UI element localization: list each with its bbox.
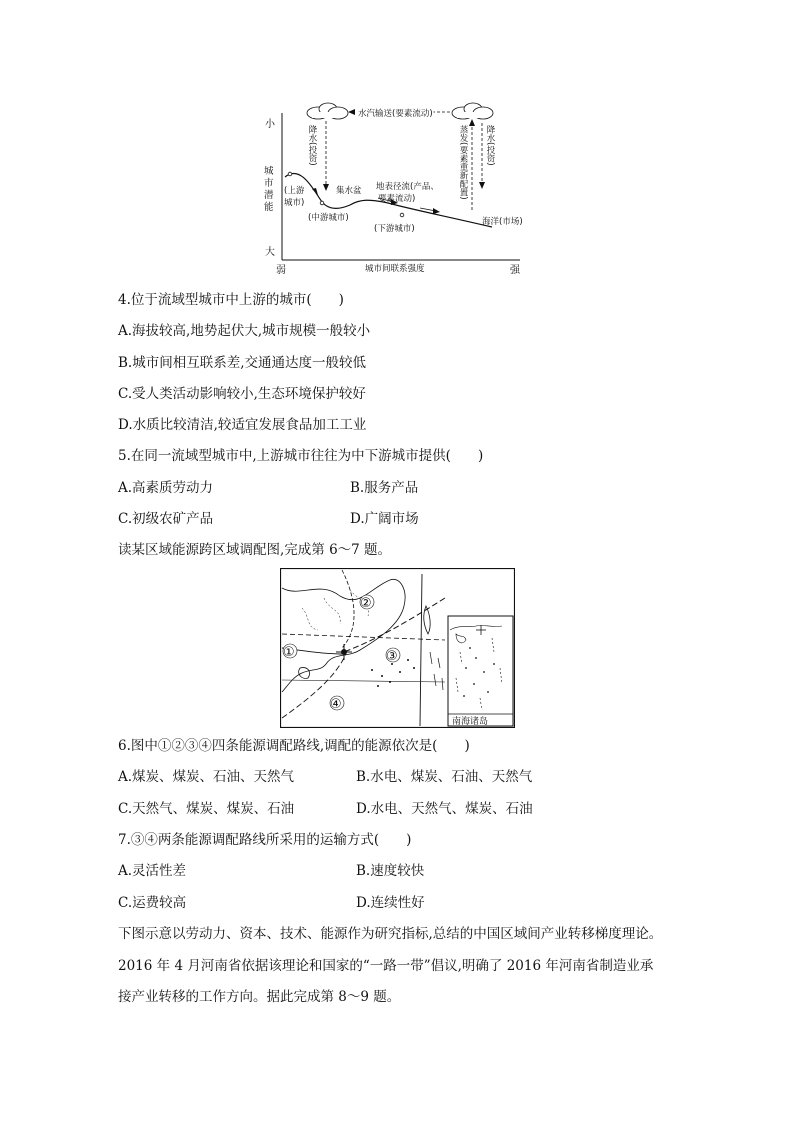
x-axis-title: 城市间联系强度 — [365, 264, 425, 274]
q7-option-d[interactable]: D.连续性好 — [356, 895, 425, 911]
intro-q8-9-line3: 接产业转移的工作方向。据此完成第 8～9 题。 — [118, 989, 401, 1005]
energy-map — [280, 568, 515, 728]
q7-option-b[interactable]: B.速度较快 — [356, 863, 425, 879]
y-label-3: 潜 — [264, 190, 274, 201]
axis-top-label: 小 — [265, 119, 275, 130]
q5-option-a[interactable]: A.高素质劳动力 — [118, 480, 214, 496]
vapor-transport-label: 水汽输送(要素流动) — [358, 109, 433, 119]
q4-stem: 4.位于流域型城市中上游的城市( ) — [118, 292, 344, 308]
x-right-label: 强 — [510, 265, 520, 275]
downstream-city-label: (下游城市) — [374, 224, 415, 234]
cloud-left-icon — [307, 103, 348, 119]
q4-option-a[interactable]: A.海拔较高,地势起伏大,城市规模一般较小 — [118, 323, 371, 339]
q7-option-a[interactable]: A.灵活性差 — [118, 863, 187, 879]
intro-q8-9-line1: 下图示意以劳动力、资本、技术、能源作为研究指标,总结的中国区域间产业转移梯度理论。 — [118, 926, 663, 942]
q6-option-c[interactable]: C.天然气、煤炭、煤炭、石油 — [118, 801, 295, 817]
q6-option-a[interactable]: A.煤炭、煤炭、石油、天然气 — [118, 769, 295, 785]
q7-option-c[interactable]: C.运费较高 — [118, 895, 187, 911]
q5-option-c[interactable]: C.初级农矿产品 — [118, 511, 214, 527]
y-label-4: 能 — [264, 202, 274, 213]
q6-option-b[interactable]: B.水电、煤炭、石油、天然气 — [356, 769, 533, 785]
q4-option-b[interactable]: B.城市间相互联系差,交通通达度一般较低 — [118, 355, 367, 371]
route-3-label: ③ — [386, 649, 398, 664]
route-4-label: ④ — [330, 697, 342, 712]
y-label-1: 城 — [264, 166, 274, 177]
q5-option-d[interactable]: D.广阔市场 — [350, 511, 419, 527]
intro-q6-7: 读某区域能源跨区域调配图,完成第 6～7 题。 — [118, 542, 392, 558]
x-left-label: 弱 — [276, 265, 286, 275]
route-1-label: ① — [283, 645, 295, 660]
intro-q8-9-line2: 2016 年 4 月河南省依据该理论和国家的“一路一带”倡议,明确了 2016 年河南省制造业承 — [118, 958, 654, 974]
q4-option-d[interactable]: D.水质比较清洁,较适宜发展食品加工工业 — [118, 417, 367, 433]
q5-stem: 5.在同一流域型城市中,上游城市往往为中下游城市提供( ) — [118, 448, 484, 464]
basin-label: 集水盆 — [336, 186, 362, 196]
q4-option-c[interactable]: C.受人类活动影响较小,生态环境保护较好 — [118, 386, 366, 402]
upstream-city-label-a: (上游 — [284, 186, 305, 196]
q6-option-d[interactable]: D.水电、天然气、煤炭、石油 — [356, 801, 533, 817]
runoff-label-a: 地表径流(产品、 — [376, 182, 439, 192]
runoff-label-b: 要素流动) — [378, 194, 416, 204]
y-label-2: 市 — [264, 178, 274, 189]
evaporation-label: 蒸发(要素重新配置) — [458, 125, 468, 200]
q5-option-b[interactable]: B.服务产品 — [350, 480, 419, 496]
q6-stem: 6.图中①②③④四条能源调配路线,调配的能源依次是( ) — [118, 738, 470, 754]
ocean-label: 海洋(市场) — [482, 217, 523, 227]
midstream-city-label: (中游城市) — [308, 213, 349, 223]
rain-right-label: 降水(投资) — [485, 125, 495, 166]
upstream-city-label-b: 城市) — [284, 198, 305, 208]
inset-label: 南海诸岛 — [452, 717, 489, 727]
urban-basin-diagram — [260, 95, 530, 275]
cloud-right-icon — [452, 103, 493, 119]
inset-map — [448, 616, 513, 727]
route-2-label: ② — [360, 596, 372, 611]
q7-stem: 7.③④两条能源调配路线所采用的运输方式( ) — [118, 832, 412, 848]
axis-bottom-label: 大 — [265, 247, 275, 258]
rain-left-label: 降水(投资) — [307, 125, 317, 166]
